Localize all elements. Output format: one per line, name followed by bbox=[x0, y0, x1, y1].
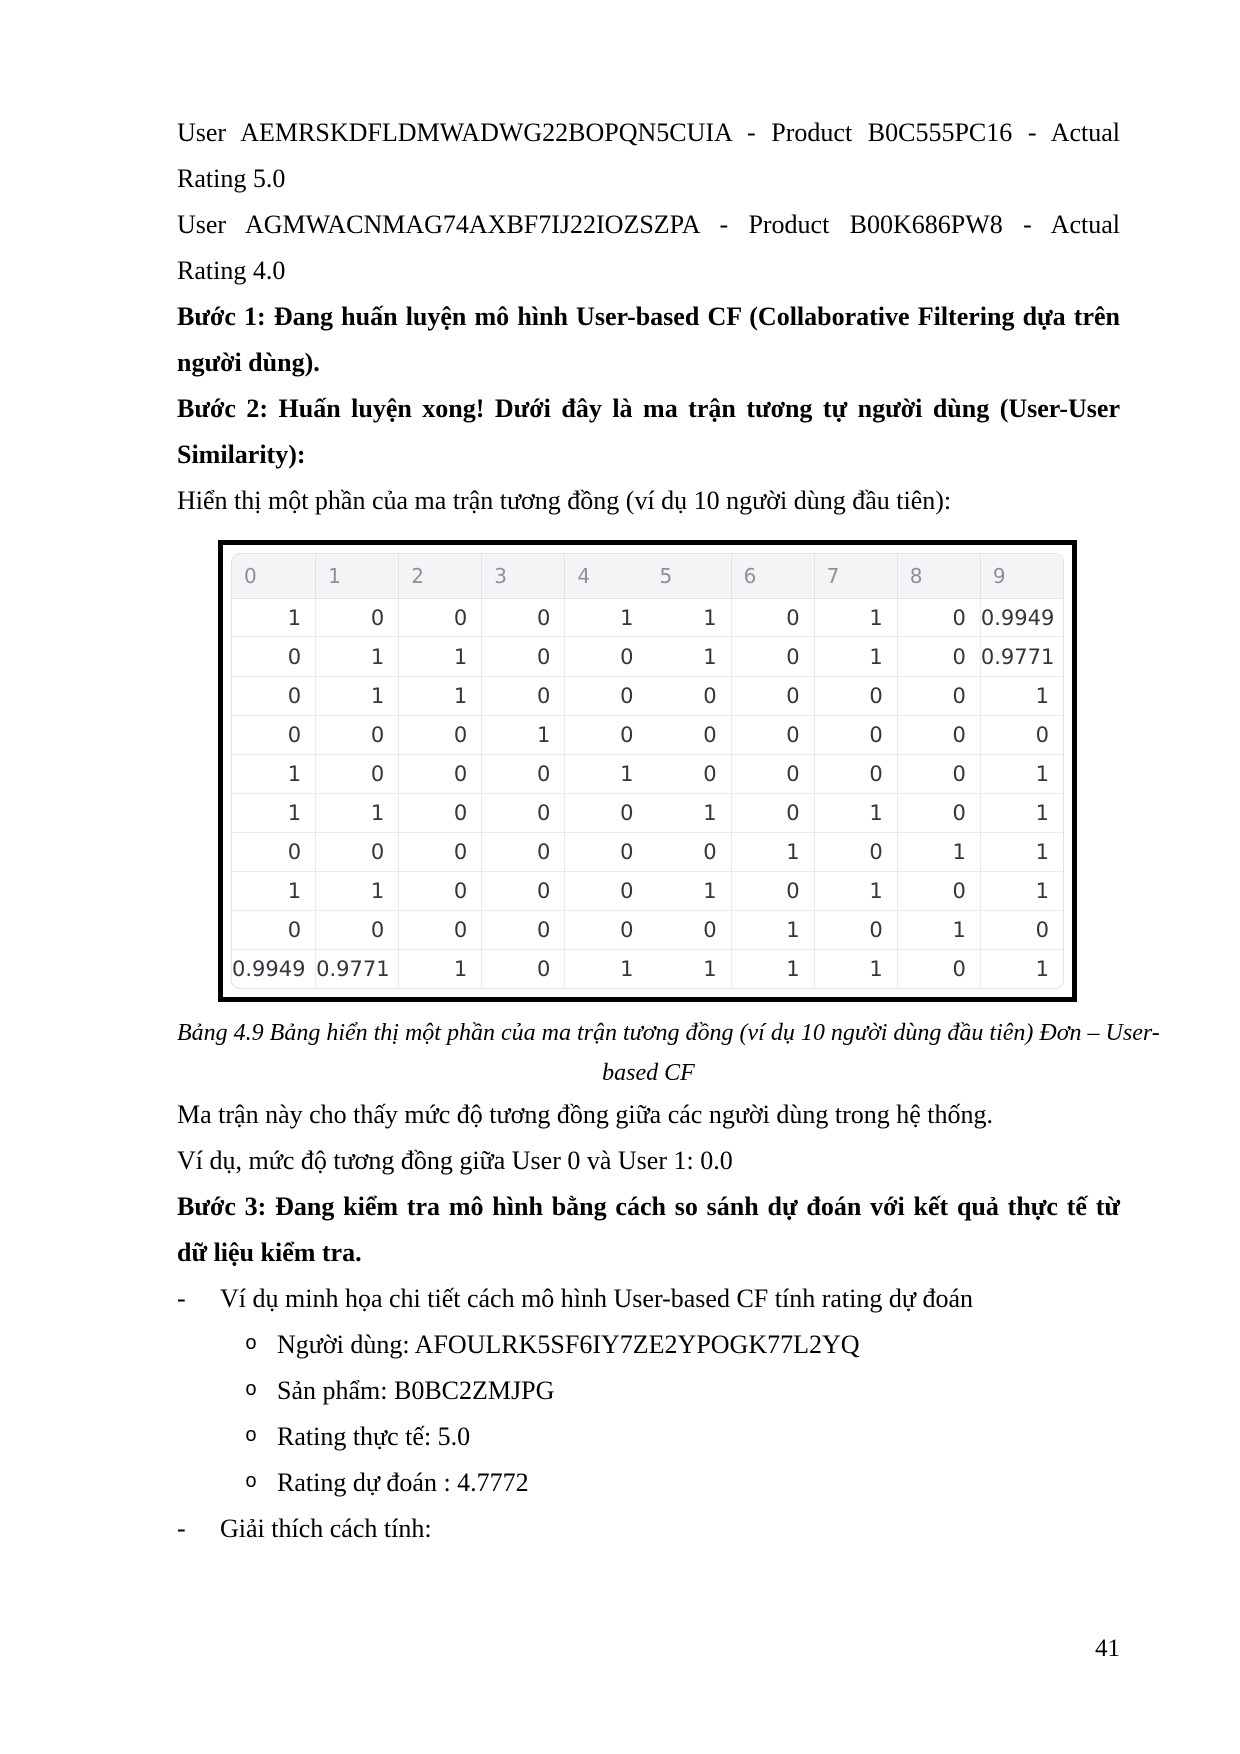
matrix-cell: 1 bbox=[731, 832, 814, 871]
matrix-cell: 0 bbox=[481, 871, 564, 910]
bullet-explain-text: Giải thích cách tính: bbox=[220, 1514, 432, 1543]
matrix-cell: 0 bbox=[481, 910, 564, 949]
matrix-cell: 0 bbox=[398, 793, 481, 832]
table-caption bbox=[177, 1013, 1160, 1093]
matrix-cell: 0 bbox=[398, 754, 481, 793]
matrix-cell: 1 bbox=[814, 871, 897, 910]
matrix-column-header: 8 bbox=[897, 554, 980, 599]
dash-bullet-marker: - bbox=[177, 1514, 186, 1543]
matrix-cell: 1 bbox=[647, 793, 730, 832]
matrix-cell: 1 bbox=[980, 832, 1063, 871]
matrix-cell: 0 bbox=[315, 754, 398, 793]
matrix-cell: 0 bbox=[647, 910, 730, 949]
matrix-cell: 0 bbox=[731, 754, 814, 793]
matrix-cell: 0.9949 bbox=[980, 599, 1063, 636]
matrix-cell: 1 bbox=[232, 871, 315, 910]
matrix-cell: 0 bbox=[647, 715, 730, 754]
matrix-cell: 1 bbox=[731, 910, 814, 949]
matrix-cell: 1 bbox=[398, 636, 481, 675]
step1-line-2: người dùng). bbox=[177, 348, 320, 377]
matrix-cell: 0 bbox=[481, 949, 564, 988]
matrix-cell: 0 bbox=[564, 636, 647, 675]
matrix-cell: 0 bbox=[564, 676, 647, 715]
matrix-cell: 0 bbox=[647, 832, 730, 871]
matrix-cell: 1 bbox=[232, 793, 315, 832]
step1-line-1: Bước 1: Đang huấn luyện mô hình User-based CF (Collaborative Filtering dựa trên bbox=[177, 302, 1120, 331]
matrix-cell: 1 bbox=[315, 871, 398, 910]
matrix-cell: 1 bbox=[980, 871, 1063, 910]
matrix-cell: 1 bbox=[564, 949, 647, 988]
matrix-cell: 1 bbox=[980, 793, 1063, 832]
matrix-cell: 0 bbox=[398, 832, 481, 871]
matrix-cell: 1 bbox=[398, 949, 481, 988]
matrix-cell: 0 bbox=[647, 754, 730, 793]
matrix-cell: 0 bbox=[814, 715, 897, 754]
matrix-cell: 0 bbox=[315, 832, 398, 871]
matrix-intro-line: Hiển thị một phần của ma trận tương đồng (ví dụ 10 người dùng đầu tiên): bbox=[177, 486, 952, 515]
matrix-cell: 0 bbox=[232, 676, 315, 715]
matrix-row bbox=[232, 754, 1063, 793]
matrix-cell: 0 bbox=[481, 793, 564, 832]
matrix-cell: 0 bbox=[731, 599, 814, 636]
matrix-cell: 0 bbox=[398, 871, 481, 910]
matrix-note-line: Ma trận này cho thấy mức độ tương đồng giữa các người dùng trong hệ thống. bbox=[177, 1100, 994, 1129]
step2-line-2: Similarity): bbox=[177, 440, 306, 469]
sub-bullet-actual-rating-text: Rating thực tế: 5.0 bbox=[277, 1422, 471, 1451]
matrix-cell: 0 bbox=[315, 715, 398, 754]
matrix-cell: 1 bbox=[814, 949, 897, 988]
matrix-row bbox=[232, 910, 1063, 949]
caption-line-1: Bảng 4.9 Bảng hiển thị một phần của ma trận tương đồng (ví dụ 10 người dùng đầu tiên) Đơn – User- bbox=[177, 1020, 1160, 1046]
matrix-row bbox=[232, 715, 1063, 754]
matrix-row bbox=[232, 832, 1063, 871]
matrix-cell: 1 bbox=[814, 599, 897, 636]
matrix-row bbox=[232, 636, 1063, 675]
bullet-example bbox=[177, 1276, 1120, 1322]
matrix-cell: 0 bbox=[980, 715, 1063, 754]
sub-bullet-product bbox=[177, 1368, 1120, 1414]
matrix-cell: 0 bbox=[315, 910, 398, 949]
matrix-cell: 1 bbox=[647, 949, 730, 988]
step2-line-1: Bước 2: Huấn luyện xong! Dưới đây là ma trận tương tự người dùng (User-User bbox=[177, 394, 1120, 423]
matrix-cell: 0 bbox=[398, 599, 481, 636]
matrix-cell: 0 bbox=[315, 599, 398, 636]
matrix-cell: 1 bbox=[814, 793, 897, 832]
matrix-cell: 0 bbox=[897, 793, 980, 832]
matrix-cell: 0 bbox=[398, 715, 481, 754]
matrix-column-header: 4 bbox=[564, 554, 647, 599]
matrix-cell: 1 bbox=[897, 832, 980, 871]
sub-bullet-predicted-rating-text: Rating dự đoán : 4.7772 bbox=[277, 1468, 529, 1497]
matrix-cell: 0 bbox=[564, 871, 647, 910]
matrix-cell: 0 bbox=[814, 910, 897, 949]
matrix-cell: 0 bbox=[814, 676, 897, 715]
matrix-column-header: 7 bbox=[814, 554, 897, 599]
matrix-cell: 0 bbox=[481, 832, 564, 871]
matrix-cell: 0 bbox=[647, 676, 730, 715]
step3-line-1: Bước 3: Đang kiểm tra mô hình bằng cách so sánh dự đoán với kết quả thực tế từ bbox=[177, 1192, 1120, 1221]
sub-bullet-predicted-rating bbox=[177, 1460, 1120, 1506]
matrix-row bbox=[232, 949, 1063, 988]
matrix-cell: 0 bbox=[980, 910, 1063, 949]
bullet-explain bbox=[177, 1506, 1120, 1552]
matrix-column-header: 3 bbox=[481, 554, 564, 599]
matrix-cell: 0 bbox=[564, 910, 647, 949]
matrix-example-line: Ví dụ, mức độ tương đồng giữa User 0 và User 1: 0.0 bbox=[177, 1146, 733, 1175]
matrix-column-header: 1 bbox=[315, 554, 398, 599]
matrix-cell: 0 bbox=[897, 871, 980, 910]
matrix-cell: 1 bbox=[564, 599, 647, 636]
matrix-cell: 0 bbox=[897, 949, 980, 988]
matrix-cell: 1 bbox=[647, 636, 730, 675]
matrix-cell: 1 bbox=[315, 793, 398, 832]
matrix-cell: 0 bbox=[897, 715, 980, 754]
matrix-cell: 1 bbox=[647, 871, 730, 910]
matrix-column-header: 5 bbox=[647, 554, 730, 599]
matrix-cell: 0 bbox=[232, 910, 315, 949]
sub-bullet-user-text: Người dùng: AFOULRK5SF6IY7ZE2YPOGK77L2YQ bbox=[277, 1330, 860, 1359]
matrix-row bbox=[232, 599, 1063, 636]
matrix-row bbox=[232, 793, 1063, 832]
matrix-cell: 0 bbox=[897, 676, 980, 715]
similarity-matrix-frame bbox=[218, 540, 1077, 1002]
matrix-cell: 1 bbox=[564, 754, 647, 793]
matrix-cell: 1 bbox=[398, 676, 481, 715]
lower-text-block bbox=[177, 1092, 1120, 1552]
matrix-cell: 0 bbox=[232, 715, 315, 754]
matrix-cell: 0 bbox=[897, 754, 980, 793]
matrix-column-header: 9 bbox=[980, 554, 1063, 599]
matrix-cell: 0 bbox=[731, 871, 814, 910]
matrix-cell: 1 bbox=[481, 715, 564, 754]
caption-line-2: based CF bbox=[602, 1060, 695, 1086]
matrix-cell: 1 bbox=[315, 676, 398, 715]
matrix-header-row bbox=[232, 554, 1063, 599]
matrix-cell: 0 bbox=[731, 676, 814, 715]
matrix-cell: 0 bbox=[731, 715, 814, 754]
matrix-cell: 0 bbox=[398, 910, 481, 949]
matrix-cell: 0.9949 bbox=[232, 949, 315, 988]
sub-bullet-user bbox=[177, 1322, 1120, 1368]
matrix-cell: 0 bbox=[731, 793, 814, 832]
matrix-cell: 0 bbox=[564, 715, 647, 754]
matrix-cell: 1 bbox=[731, 949, 814, 988]
matrix-cell: 0 bbox=[481, 754, 564, 793]
step3-line-2: dữ liệu kiểm tra. bbox=[177, 1238, 362, 1267]
line-user1-rating: Rating 5.0 bbox=[177, 164, 286, 193]
matrix-cell: 1 bbox=[980, 676, 1063, 715]
matrix-cell: 0 bbox=[814, 754, 897, 793]
matrix-column-header: 0 bbox=[232, 554, 315, 599]
circle-bullet-marker: o bbox=[245, 1471, 258, 1494]
circle-bullet-marker: o bbox=[245, 1425, 258, 1448]
line-user1-id: User AEMRSKDFLDMWADWG22BOPQN5CUIA - Product B0C555PC16 - Actual bbox=[177, 118, 1120, 147]
matrix-row bbox=[232, 676, 1063, 715]
matrix-cell: 1 bbox=[897, 910, 980, 949]
sub-bullet-actual-rating bbox=[177, 1414, 1120, 1460]
intro-text-block bbox=[177, 110, 1120, 524]
dash-bullet-marker: - bbox=[177, 1284, 186, 1313]
similarity-matrix-table bbox=[231, 553, 1064, 989]
matrix-cell: 0 bbox=[897, 599, 980, 636]
matrix-cell: 1 bbox=[287, 605, 302, 630]
matrix-cell: 1 bbox=[315, 636, 398, 675]
matrix-cell: 0 bbox=[481, 636, 564, 675]
circle-bullet-marker: o bbox=[245, 1333, 258, 1356]
page-number: 41 bbox=[1095, 1635, 1120, 1662]
line-user2-id: User AGMWACNMAG74AXBF7IJ22IOZSZPA - Product B00K686PW8 - Actual bbox=[177, 210, 1120, 239]
matrix-cell: 0 bbox=[564, 793, 647, 832]
matrix-cell: 1 bbox=[703, 605, 717, 630]
matrix-column-header: 6 bbox=[731, 554, 814, 599]
bullet-example-text: Ví dụ minh họa chi tiết cách mô hình User-based CF tính rating dự đoán bbox=[220, 1284, 973, 1313]
matrix-cell: 1 bbox=[814, 636, 897, 675]
matrix-cell: 0 bbox=[731, 636, 814, 675]
matrix-row bbox=[232, 871, 1063, 910]
matrix-cell: 0 bbox=[897, 636, 980, 675]
matrix-cell: 0 bbox=[232, 832, 315, 871]
matrix-cell: 1 bbox=[980, 949, 1063, 988]
line-user2-rating: Rating 4.0 bbox=[177, 256, 286, 285]
matrix-cell: 0 bbox=[232, 636, 315, 675]
matrix-cell: 0 bbox=[814, 832, 897, 871]
matrix-cell: 1 bbox=[980, 754, 1063, 793]
matrix-cell: 1 bbox=[232, 754, 315, 793]
sub-bullet-product-text: Sản phẩm: B0BC2ZMJPG bbox=[277, 1376, 555, 1405]
matrix-cell: 0.9771 bbox=[315, 949, 398, 988]
matrix-column-header: 2 bbox=[398, 554, 481, 599]
matrix-cell: 0 bbox=[481, 599, 564, 636]
matrix-cell: 0 bbox=[564, 832, 647, 871]
matrix-cell: 0.9771 bbox=[980, 636, 1063, 675]
circle-bullet-marker: o bbox=[245, 1379, 258, 1402]
matrix-cell: 0 bbox=[481, 676, 564, 715]
